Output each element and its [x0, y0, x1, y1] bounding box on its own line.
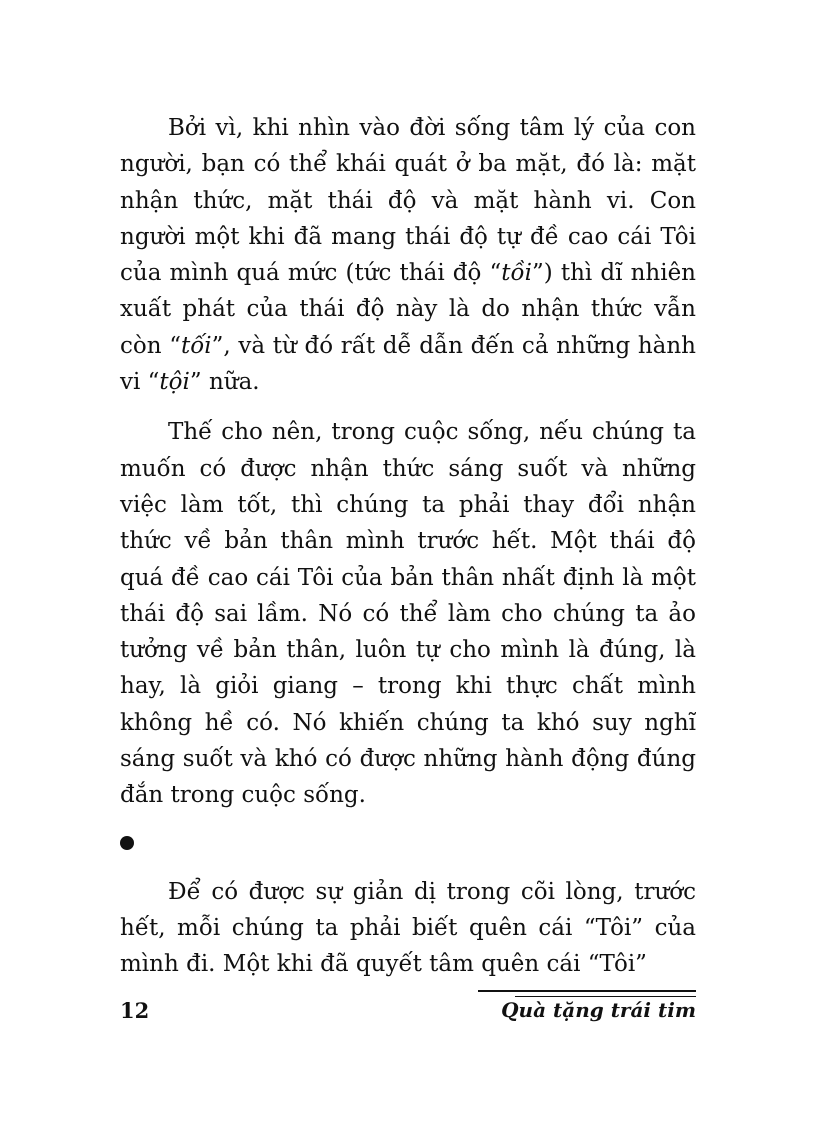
- running-title: Quà tặng trái tim: [501, 998, 696, 1022]
- paragraph-3: Để có được sự giản dị trong cõi lòng, trước hết, mỗi chúng ta phải biết quên cái “Tôi” của mình đi. Một khi đã quyết tâm quên cái “Tôi”: [120, 878, 696, 978]
- body-text: [120, 110, 696, 997]
- emphasis-toi-3: tội: [159, 369, 190, 396]
- emphasis-toi-2: tối: [180, 332, 212, 359]
- section-separator: [120, 828, 696, 856]
- paragraph-2: Thế cho nên, trong cuộc sống, nếu chúng ta muốn có được nhận thức sáng suốt và những việc làm tốt, thì chúng ta phải thay đổi nhận thức về bản thân mình trước hết. Một thái độ quá đề cao cái Tôi của bản thân nhất định là một thái độ sai lầm. Nó có thể làm cho chúng ta ảo tưởng về bản thân, luôn tự cho mình là đúng, là hay, là giỏi giang – trong khi thực chất mình không hề có. Nó khiến chúng ta khó suy nghĩ sáng suốt và khó có được những hành động đúng đắn trong cuộc sống.: [120, 419, 696, 809]
- paragraph-1-part-4: ” nữa.: [189, 369, 260, 396]
- footer-rule-thin: [515, 996, 696, 997]
- page-number: 12: [120, 998, 150, 1023]
- paragraph-1-part-1: Bởi vì, khi nhìn vào đời sống tâm lý của con người, bạn có thể khái quát ở ba mặt, đó là: mặt nhận thức, mặt thái độ và mặt hành vi. Con người một khi đã mang thái độ tự đề cao cái Tôi của mình quá mức (tức thái độ “: [120, 115, 696, 287]
- paragraph-1-part-3: ”, và từ đó rất dễ dẫn đến cả những hành vi “: [120, 332, 696, 396]
- footer-rule: [478, 990, 696, 992]
- paragraph-1-part-2: ”) thì dĩ nhiên xuất phát của thái độ này là do nhận thức vẫn còn “: [120, 260, 696, 359]
- emphasis-toi-1: tồi: [501, 260, 532, 287]
- bullet-dot-icon: [120, 836, 134, 850]
- paragraph-1: [120, 110, 696, 400]
